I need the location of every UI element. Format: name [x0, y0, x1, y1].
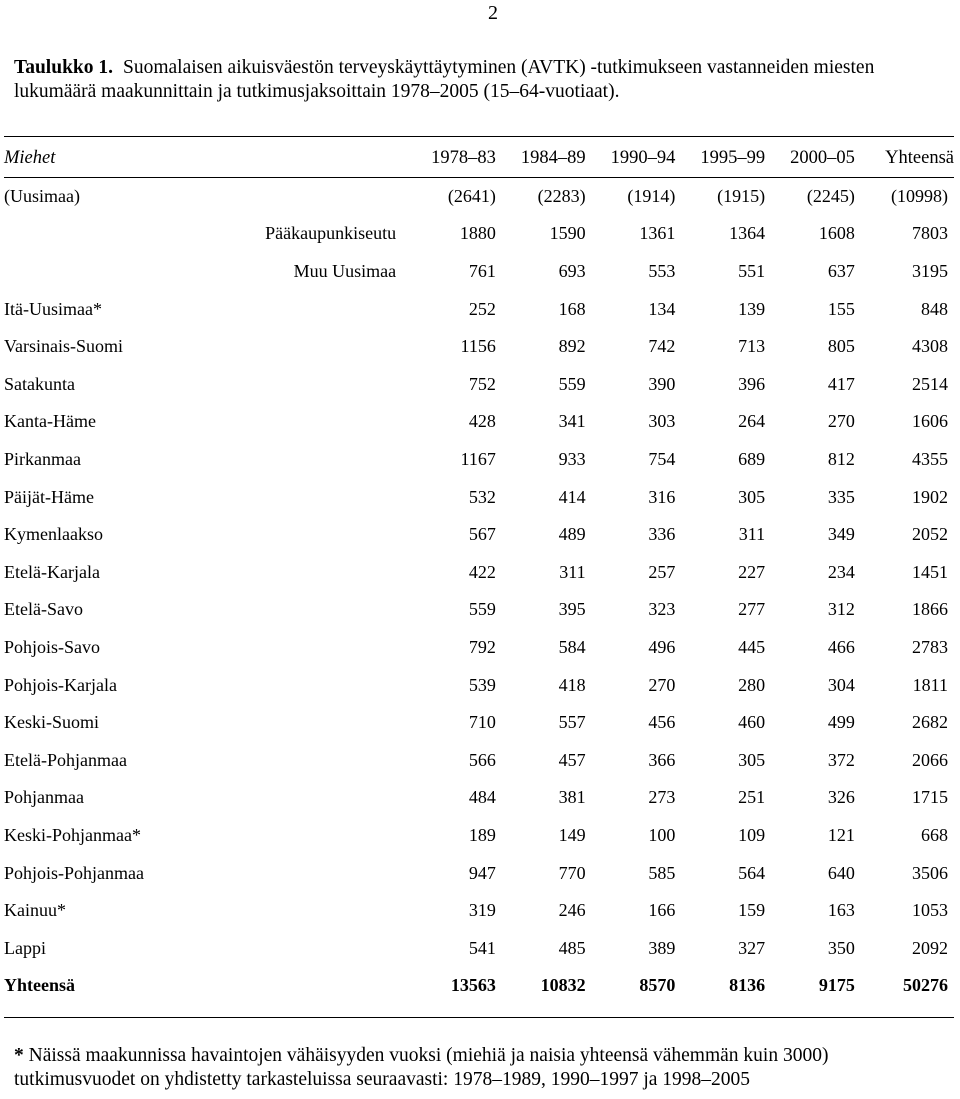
table-top-rule — [4, 136, 954, 137]
table-cell: 1902 — [912, 486, 948, 507]
table-cell: 792 — [468, 637, 496, 658]
table-cell: 319 — [468, 900, 496, 921]
page-number: 2 — [488, 2, 498, 24]
table-row — [4, 929, 954, 967]
table-cell: 335 — [827, 486, 855, 507]
table-cell: (2283) — [537, 185, 586, 206]
table-cell: 456 — [648, 712, 676, 733]
table-cell: 761 — [468, 261, 496, 282]
table-cell: 752 — [468, 373, 496, 394]
column-header: 2000–05 — [790, 148, 855, 169]
table-cell: 270 — [648, 674, 676, 695]
table-cell: 1156 — [460, 336, 496, 357]
row-label: Kymenlaakso — [4, 524, 103, 545]
table-cell: 1608 — [818, 223, 855, 244]
table-cell: 9175 — [818, 975, 855, 996]
table-cell: 539 — [468, 674, 496, 695]
table-cell: (1914) — [627, 185, 676, 206]
table-cell: 489 — [558, 524, 586, 545]
table-cell: 341 — [558, 411, 586, 432]
table-cell: 304 — [827, 674, 855, 695]
table-cell: 100 — [648, 824, 676, 845]
table-cell: 139 — [738, 298, 766, 319]
row-label: Lappi — [4, 937, 46, 958]
table-row — [4, 403, 954, 441]
table-cell: 155 — [827, 298, 855, 319]
table-cell: 8570 — [639, 975, 676, 996]
table-row — [4, 591, 954, 629]
table-cell: 251 — [738, 787, 766, 808]
table-cell: 2514 — [912, 373, 948, 394]
table-cell: 770 — [558, 862, 586, 883]
row-label: Varsinais-Suomi — [4, 336, 123, 357]
row-label: Pohjois-Pohjanmaa — [4, 862, 144, 883]
table-cell: 1880 — [459, 223, 496, 244]
table-cell: 559 — [468, 599, 496, 620]
table-cell: 349 — [827, 524, 855, 545]
caption-label: Taulukko 1. — [14, 57, 114, 78]
table-cell: 466 — [827, 637, 855, 658]
table-cell: 805 — [827, 336, 855, 357]
table-cell: 585 — [648, 862, 676, 883]
footnote-line-2: tutkimusvuodet on yhdistetty tarkasteluissa seuraavasti: 1978–1989, 1990–1997 ja 1998–2005 — [14, 1069, 751, 1090]
table-cell: 640 — [827, 862, 855, 883]
table-cell: 227 — [738, 561, 766, 582]
table-bottom-rule — [4, 1017, 954, 1018]
table-cell: 754 — [648, 449, 676, 470]
table-cell: 327 — [738, 937, 766, 958]
table-cell: (10998) — [891, 185, 948, 206]
table-cell: 121 — [827, 824, 855, 845]
table-cell: 422 — [468, 561, 496, 582]
table-cell: 372 — [827, 749, 855, 770]
table-row — [4, 779, 954, 817]
column-header: 1990–94 — [610, 148, 676, 169]
row-label: (Uusimaa) — [4, 185, 80, 206]
footnote — [14, 1044, 959, 1092]
table-cell: 689 — [738, 449, 766, 470]
table-cell: 812 — [827, 449, 855, 470]
table-cell: 311 — [559, 561, 586, 582]
table-cell: 2092 — [912, 937, 948, 958]
table-row — [4, 328, 954, 366]
table-cell: 484 — [468, 787, 496, 808]
table-cell: 2066 — [912, 749, 948, 770]
row-label: Pohjois-Karjala — [4, 674, 117, 695]
table-cell: 246 — [558, 900, 586, 921]
footnote-text-1: Näissä maakunnissa havaintojen vähäisyyden vuoksi (miehiä ja naisia yhteensä vähemmän kuin 3000) — [28, 1045, 829, 1066]
table-header-row — [4, 140, 954, 178]
table-row — [4, 366, 954, 404]
table-cell: 557 — [558, 712, 586, 733]
table-cell: (2641) — [447, 185, 496, 206]
row-label: Yhteensä — [4, 975, 75, 996]
table-cell: 350 — [827, 937, 855, 958]
table-cell: 1167 — [460, 449, 496, 470]
row-label: Kainuu* — [4, 900, 66, 921]
row-label: Muu Uusimaa — [293, 261, 397, 282]
table-cell: (2245) — [806, 185, 855, 206]
table-cell: 277 — [738, 599, 766, 620]
table-cell: 485 — [558, 937, 586, 958]
table-cell: 50276 — [903, 975, 948, 996]
table-cell: 168 — [558, 298, 586, 319]
table-row — [4, 215, 954, 253]
table-row — [4, 178, 954, 216]
table-cell: 541 — [468, 937, 496, 958]
table-row — [4, 554, 954, 592]
table-cell: 1811 — [912, 674, 948, 695]
table-cell: 312 — [827, 599, 855, 620]
table-cell: 414 — [558, 486, 586, 507]
table-cell: 252 — [468, 298, 496, 319]
table-cell: 7803 — [912, 223, 948, 244]
table-cell: 445 — [738, 637, 766, 658]
table-cell: 668 — [921, 824, 948, 845]
column-header: Yhteensä — [885, 148, 954, 169]
table-cell: 4308 — [912, 336, 948, 357]
table-row — [4, 817, 954, 855]
table-cell: 257 — [648, 561, 676, 582]
table-cell: 390 — [648, 373, 676, 394]
table-cell: 532 — [468, 486, 496, 507]
footnote-line-1 — [14, 1044, 959, 1068]
table-cell: 316 — [648, 486, 676, 507]
column-header: 1984–89 — [520, 148, 586, 169]
table-cell: 163 — [827, 900, 855, 921]
row-label: Keski-Suomi — [4, 712, 100, 733]
row-label: Etelä-Pohjanmaa — [4, 749, 127, 770]
table-cell: 2682 — [912, 712, 948, 733]
table-cell: 13563 — [450, 975, 496, 996]
table-cell: 693 — [558, 261, 586, 282]
table-cell: 892 — [558, 336, 586, 357]
table-row — [4, 854, 954, 892]
table-cell: 305 — [738, 749, 766, 770]
caption-text: Suomalaisen aikuisväestön terveyskäyttäytyminen (AVTK) -tutkimukseen vastanneiden miesten lukumäärä maakunnittain ja tutkimusjaksoittain 1978–2005 (15–64-vuotiaat). — [14, 57, 875, 102]
table-cell: 564 — [738, 862, 766, 883]
table-caption — [14, 56, 949, 104]
table-cell: 418 — [558, 674, 586, 695]
table-cell: 336 — [648, 524, 676, 545]
table-cell: 713 — [738, 336, 766, 357]
table-cell: 326 — [827, 787, 855, 808]
header-label: Miehet — [4, 148, 56, 169]
table-cell: 389 — [648, 937, 676, 958]
table-cell: 366 — [648, 749, 676, 770]
table-row — [4, 516, 954, 554]
table-cell: 303 — [648, 411, 676, 432]
table-cell: 234 — [827, 561, 855, 582]
table-total-row — [4, 967, 954, 1005]
table-cell: 10832 — [540, 975, 586, 996]
table-row — [4, 290, 954, 328]
table-cell: 1606 — [912, 411, 948, 432]
table-cell: 305 — [738, 486, 766, 507]
table-cell: 3506 — [912, 862, 948, 883]
table-cell: 1866 — [912, 599, 948, 620]
table-cell: 134 — [648, 298, 676, 319]
table-cell: 381 — [558, 787, 586, 808]
table-cell: 2783 — [912, 637, 948, 658]
table-cell: 1364 — [729, 223, 766, 244]
table-cell: 848 — [921, 298, 948, 319]
table-cell: 637 — [827, 261, 855, 282]
table-cell: 264 — [738, 411, 766, 432]
table-cell: 551 — [738, 261, 766, 282]
table-cell: 428 — [468, 411, 496, 432]
table-cell: 1715 — [912, 787, 948, 808]
table-cell: 4355 — [912, 449, 948, 470]
table-header-rule — [4, 177, 954, 178]
table-cell: 159 — [738, 900, 766, 921]
table-cell: 567 — [468, 524, 496, 545]
table-cell: 280 — [738, 674, 766, 695]
table-row — [4, 478, 954, 516]
table-row — [4, 892, 954, 930]
table-cell: 457 — [558, 749, 586, 770]
table-cell: 417 — [827, 373, 855, 394]
row-label: Pääkaupunkiseutu — [265, 223, 397, 244]
footnote-star: * — [14, 1045, 24, 1066]
row-label: Keski-Pohjanmaa* — [4, 824, 141, 845]
table-cell: 166 — [648, 900, 676, 921]
table-cell: 947 — [468, 862, 496, 883]
table-cell: 496 — [648, 637, 676, 658]
row-label: Etelä-Karjala — [4, 561, 100, 582]
table-row — [4, 666, 954, 704]
data-table — [4, 140, 954, 1005]
row-label: Satakunta — [4, 373, 75, 394]
table-cell: 149 — [558, 824, 586, 845]
table-cell: 499 — [827, 712, 855, 733]
row-label: Itä-Uusimaa* — [4, 298, 102, 319]
row-label: Pirkanmaa — [4, 449, 81, 470]
table-cell: 933 — [558, 449, 586, 470]
table-cell: 270 — [827, 411, 855, 432]
column-header: 1978–83 — [431, 148, 496, 169]
table-cell: 8136 — [729, 975, 766, 996]
table-cell: 2052 — [912, 524, 948, 545]
table-cell: 311 — [738, 524, 766, 545]
table-cell: 566 — [468, 749, 496, 770]
table-cell: 109 — [738, 824, 766, 845]
table-row — [4, 629, 954, 667]
table-cell: 710 — [468, 712, 496, 733]
table-cell: 189 — [468, 824, 496, 845]
table-cell: 460 — [738, 712, 766, 733]
row-label: Päijät-Häme — [4, 486, 94, 507]
table-cell: (1915) — [717, 185, 766, 206]
table-cell: 1590 — [549, 223, 586, 244]
table-cell: 742 — [648, 336, 676, 357]
table-cell: 3195 — [912, 261, 948, 282]
row-label: Kanta-Häme — [4, 411, 96, 432]
table-row — [4, 704, 954, 742]
table-cell: 584 — [558, 637, 586, 658]
table-row — [4, 253, 954, 291]
row-label: Pohjois-Savo — [4, 637, 101, 658]
table-row — [4, 441, 954, 479]
row-label: Pohjanmaa — [4, 787, 84, 808]
table-cell: 1451 — [912, 561, 948, 582]
table-row — [4, 742, 954, 780]
table-cell: 323 — [648, 599, 676, 620]
column-header: 1995–99 — [700, 148, 766, 169]
table-cell: 396 — [738, 373, 766, 394]
table-cell: 553 — [648, 261, 676, 282]
table-cell: 395 — [558, 599, 586, 620]
table-cell: 1053 — [912, 900, 948, 921]
table-cell: 1361 — [639, 223, 676, 244]
row-label: Etelä-Savo — [4, 599, 83, 620]
table-cell: 559 — [558, 373, 586, 394]
table-cell: 273 — [648, 787, 676, 808]
